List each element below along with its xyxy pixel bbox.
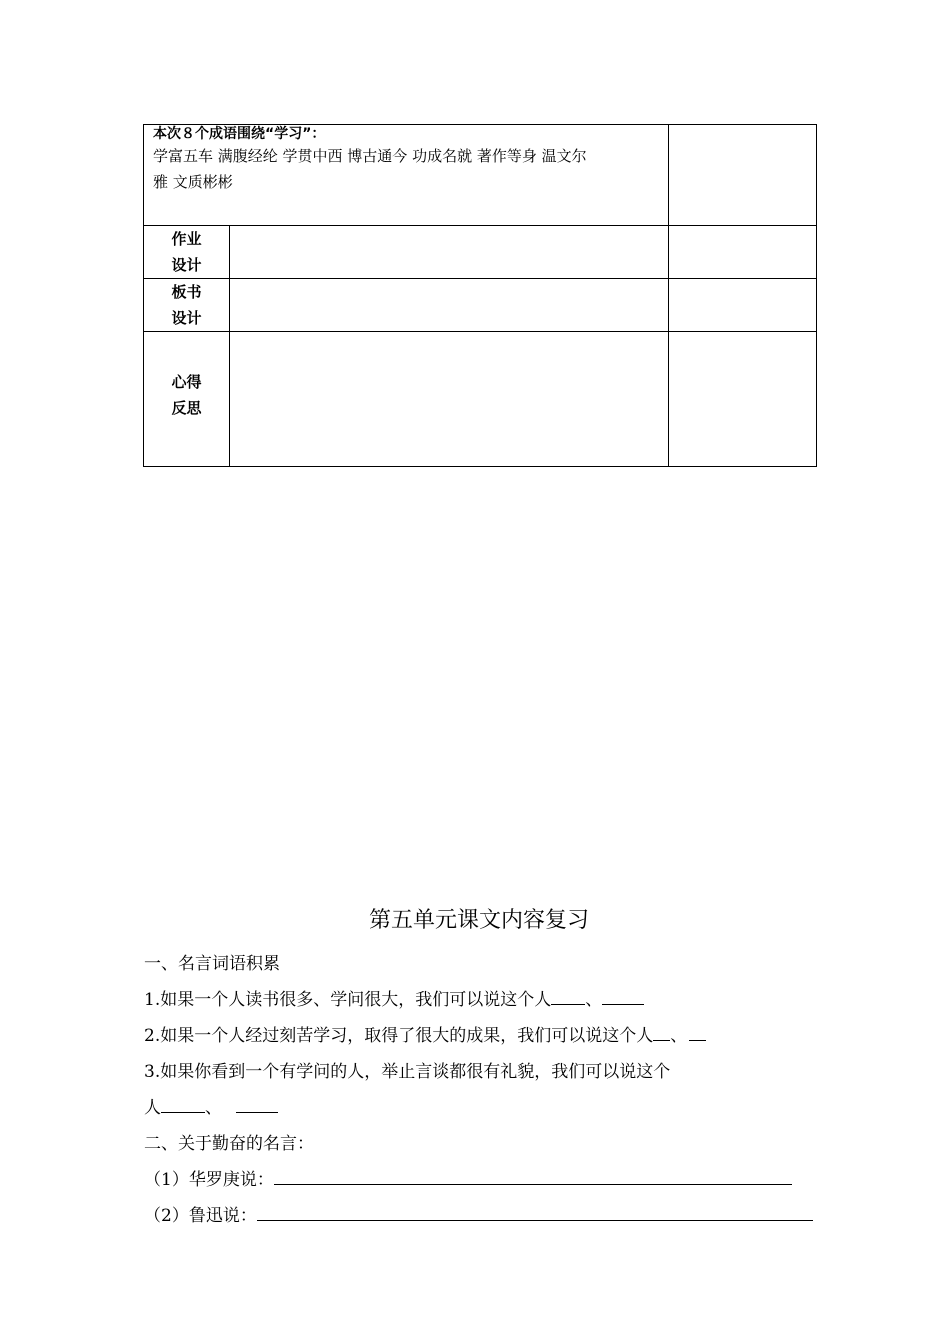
idioms-intro-cell xyxy=(144,125,669,226)
quote-2: （2）鲁迅说： xyxy=(144,1198,824,1234)
idioms-intro-heading: 本次８个成语围绕“学习”： xyxy=(153,126,326,142)
board-design-content xyxy=(230,279,669,332)
board-design-label: 板书 设计 xyxy=(144,279,230,332)
review-title: 第五单元课文内容复习 xyxy=(368,908,589,933)
quote-1: （1）华罗庚说： xyxy=(144,1162,824,1198)
question-3-line1: 3.如果你看到一个有学问的人，举止言谈都很有礼貌，我们可以说这个 xyxy=(144,1062,671,1082)
homework-design-content xyxy=(230,226,669,279)
section2-heading: 二、关于勤奋的名言： xyxy=(144,1134,314,1154)
answer-blank[interactable] xyxy=(689,1018,706,1041)
answer-blank[interactable] xyxy=(602,982,644,1005)
idioms-list-line2: 雅 文质彬彬 xyxy=(153,173,233,191)
reflection-content xyxy=(230,332,669,467)
answer-blank[interactable] xyxy=(236,1090,278,1113)
answer-blank[interactable] xyxy=(551,982,585,1005)
quote-blank[interactable] xyxy=(257,1198,813,1221)
board-design-notes xyxy=(669,279,817,332)
reflection-label: 心得 反思 xyxy=(144,332,230,467)
question-2: 2.如果一个人经过刻苦学习，取得了很大的成果，我们可以说这个人 、 xyxy=(144,1018,824,1054)
notes-cell xyxy=(669,125,817,226)
unit5-review xyxy=(144,900,824,1234)
answer-blank[interactable] xyxy=(161,1090,205,1113)
section1-heading: 一、名言词语积累 xyxy=(144,954,280,974)
homework-design-label: 作业 设计 xyxy=(144,226,230,279)
idioms-list-line1: 学富五车 满腹经纶 学贯中西 博古通今 功成名就 著作等身 温文尔 xyxy=(153,147,587,165)
homework-design-notes xyxy=(669,226,817,279)
quote-blank[interactable] xyxy=(274,1162,792,1185)
answer-blank[interactable] xyxy=(653,1018,670,1041)
reflection-notes xyxy=(669,332,817,467)
lesson-plan-table xyxy=(143,124,817,467)
question-1: 1.如果一个人读书很多、学问很大，我们可以说这个人 、 xyxy=(144,982,824,1018)
question-3-line2: 人 、 xyxy=(144,1090,824,1126)
